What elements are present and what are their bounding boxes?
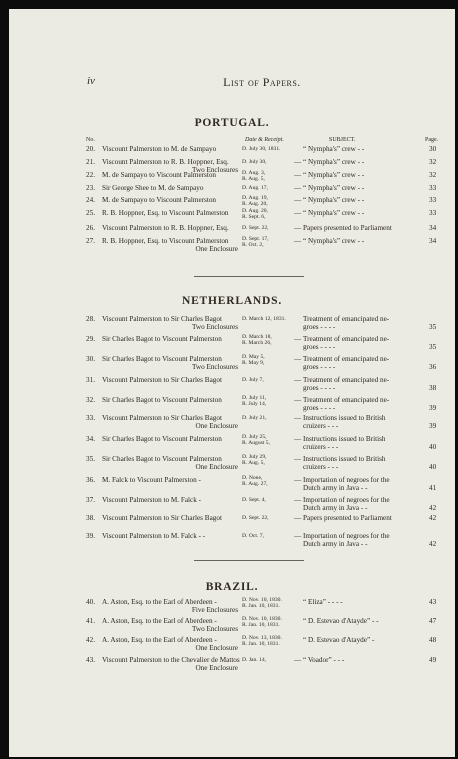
paper-subject-continued: groes - - - - — [303, 404, 336, 412]
paper-number: 22. — [86, 171, 95, 179]
paper-page: 35 — [429, 323, 437, 331]
paper-parties: R. B. Hoppner, Esq. to Viscount Palmerston — [102, 209, 229, 217]
paper-date: D. None, — [242, 475, 263, 481]
paper-page: 40 — [429, 443, 437, 451]
paper-enclosures: One Enclosure — [195, 245, 238, 253]
paper-date: D. Nov. 10, 1830. — [242, 597, 282, 603]
paper-date: D. Nov. 10, 1830. — [242, 616, 282, 622]
paper-date: D. July 30, — [242, 159, 267, 165]
paper-subject-continued: Dutch army in Java - - — [303, 540, 368, 548]
paper-number: 21. — [86, 158, 95, 166]
paper-receipt-date: R. Aug. 5, — [242, 460, 265, 466]
paper-page: 49 — [429, 656, 437, 664]
section-title: BRAZIL. — [205, 581, 259, 593]
paper-subject: Treatment of emancipated ne- — [303, 315, 390, 323]
paper-enclosures: Two Enclosures — [191, 363, 238, 371]
paper-subject: Treatment of emancipated ne- — [303, 355, 390, 363]
paper-parties: Viscount Palmerston to Sir Charles Bagot — [102, 376, 222, 384]
paper-number: 31. — [86, 376, 95, 384]
paper-page: 48 — [429, 636, 437, 644]
paper-date: D. March 12, 1831. — [242, 316, 286, 322]
paper-parties: Viscount Palmerston to Sir Charles Bagot — [102, 315, 222, 323]
paper-page: 34 — [429, 224, 437, 232]
paper-page: 47 — [429, 617, 437, 625]
paper-subject: Importation of negroes for the — [303, 532, 390, 540]
paper-receipt-date: R. Aug. 5, — [242, 176, 265, 182]
paper-parties: Sir George Shee to M. de Sampayo — [102, 184, 204, 192]
paper-subject: Instructions issued to British — [303, 414, 386, 422]
paper-date: D. Sept. 17, — [242, 236, 269, 242]
paper-subject-continued: groes - - - - — [303, 343, 336, 351]
list-item — [9, 532, 455, 554]
paper-date: D. Aug. 20, — [242, 208, 268, 214]
paper-subject: “ Nympha's” crew - - — [303, 184, 365, 192]
paper-subject: “ Nympha's” crew - - — [303, 145, 365, 153]
paper-date: D. Sept. 22, — [242, 515, 269, 521]
paper-enclosures: Five Enclosures — [191, 606, 238, 614]
list-item — [9, 656, 455, 678]
dash-separator: — — [294, 196, 302, 204]
page-number: iv — [87, 75, 95, 87]
paper-page: 33 — [429, 209, 437, 217]
paper-number: 38. — [86, 514, 95, 522]
list-item — [9, 455, 455, 477]
paper-date: D. Aug. 17, — [242, 185, 268, 191]
paper-subject: Instructions issued to British — [303, 455, 386, 463]
paper-number: 39. — [86, 532, 95, 540]
paper-number: 36. — [86, 476, 95, 484]
paper-enclosures: One Enclosure — [195, 463, 238, 471]
section-title: PORTUGAL. — [194, 117, 270, 129]
dash-separator: — — [294, 376, 302, 384]
list-item — [9, 476, 455, 498]
paper-number: 30. — [86, 355, 95, 363]
paper-date: D. March 18, — [242, 334, 272, 340]
dash-separator: — — [294, 435, 302, 443]
list-item — [9, 636, 455, 658]
paper-subject: Importation of negroes for the — [303, 476, 390, 484]
paper-date: D. July 25, — [242, 434, 267, 440]
paper-parties: Viscount Palmerston to M. Falck - - — [102, 532, 206, 540]
paper-page: 32 — [429, 158, 437, 166]
paper-receipt-date: R. March 26, — [242, 340, 272, 346]
paper-number: 29. — [86, 335, 95, 343]
paper-number: 26. — [86, 224, 95, 232]
list-item — [9, 376, 455, 398]
paper-number: 34. — [86, 435, 95, 443]
dash-separator: — — [294, 158, 302, 166]
paper-subject-continued: groes - - - - — [303, 363, 336, 371]
paper-parties: M. de Sampayo to Viscount Palmerston — [102, 171, 217, 179]
dash-separator: — — [294, 396, 302, 404]
paper-page: 43 — [429, 598, 437, 606]
paper-subject-continued: groes - - - - — [303, 384, 336, 392]
section-title: NETHERLANDS. — [181, 295, 283, 307]
paper-date: D. Aug. 19, — [242, 195, 268, 201]
paper-subject-continued: cruizers - - - — [303, 463, 339, 471]
paper-subject: “ Eliza” - - - - — [303, 598, 343, 606]
paper-date: D. July 21, — [242, 415, 267, 421]
list-item — [9, 335, 455, 357]
paper-receipt-date: R. Aug. 27, — [242, 481, 268, 487]
list-item — [9, 315, 455, 337]
paper-date: D. Nov. 13, 1830. — [242, 635, 282, 641]
column-header-date: Date & Receipt. — [245, 137, 284, 143]
paper-page: 42 — [429, 504, 437, 512]
dash-separator: — — [294, 237, 302, 245]
column-header-page: Page. — [425, 137, 439, 143]
paper-page: 39 — [429, 422, 437, 430]
paper-subject: Treatment of emancipated ne- — [303, 376, 390, 384]
paper-parties: Viscount Palmerston to Sir Charles Bagot — [102, 514, 222, 522]
paper-subject-continued: Dutch army in Java - - — [303, 484, 368, 492]
paper-date: D. July 11, — [242, 395, 267, 401]
paper-number: 40. — [86, 598, 95, 606]
paper-receipt-date: R. Oct. 2, — [242, 242, 264, 248]
paper-enclosures: Two Enclosures — [191, 625, 238, 633]
paper-parties: Sir Charles Bagot to Viscount Palmerston — [102, 355, 222, 363]
paper-date: D. July 30, 1831. — [242, 146, 281, 152]
paper-date: D. Aug. 3, — [242, 170, 266, 176]
document-page — [9, 9, 455, 757]
paper-parties: A. Aston, Esq. to the Earl of Aberdeen - — [102, 617, 217, 625]
paper-receipt-date: R. Aug. 20, — [242, 201, 268, 207]
paper-date: D. Jan. 14, — [242, 657, 267, 663]
paper-enclosures: One Enclosure — [195, 422, 238, 430]
section-divider — [194, 276, 304, 277]
paper-number: 28. — [86, 315, 95, 323]
paper-number: 35. — [86, 455, 95, 463]
paper-parties: Sir Charles Bagot to Viscount Palmerston — [102, 455, 222, 463]
paper-page: 30 — [429, 145, 437, 153]
paper-parties: R. B. Hoppner, Esq. to Viscount Palmerston — [102, 237, 229, 245]
list-item — [9, 355, 455, 377]
paper-subject: Instructions issued to British — [303, 435, 386, 443]
paper-page: 40 — [429, 463, 437, 471]
paper-subject-continued: Dutch army in Java - - — [303, 504, 368, 512]
paper-parties: Viscount Palmerston to R. B. Hoppner, Esq. — [102, 158, 229, 166]
paper-enclosures: One Enclosure — [195, 644, 238, 652]
paper-receipt-date: R. Jan. 10, 1831. — [242, 622, 280, 628]
paper-subject: “ Nympha's” crew - - — [303, 237, 365, 245]
paper-number: 20. — [86, 145, 95, 153]
dash-separator: — — [294, 532, 302, 540]
paper-receipt-date: R. August 5, — [242, 440, 270, 446]
paper-subject: Treatment of emancipated ne- — [303, 335, 390, 343]
paper-parties: Viscount Palmerston to M. Falck - — [102, 496, 201, 504]
paper-subject: “ Nympha's” crew - - — [303, 158, 365, 166]
paper-subject: “ D. Estevao d'Atayde” - - — [303, 617, 379, 625]
paper-parties: A. Aston, Esq. to the Earl of Aberdeen - — [102, 636, 217, 644]
paper-parties: Viscount Palmerston to M. de Sampayo — [102, 145, 217, 153]
paper-parties: Viscount Palmerston to the Chevalier de Mattos — [102, 656, 240, 664]
paper-subject: Importation of negroes for the — [303, 496, 390, 504]
list-item — [9, 237, 455, 259]
paper-date: D. May 5, — [242, 354, 265, 360]
dash-separator: — — [294, 496, 302, 504]
paper-parties: M. de Sampayo to Viscount Palmerston — [102, 196, 217, 204]
paper-subject: Papers presented to Parliament — [303, 514, 392, 522]
paper-date: D. Oct. 7, — [242, 533, 264, 539]
paper-enclosures: One Enclosure — [195, 664, 238, 672]
paper-page: 41 — [429, 484, 437, 492]
dash-separator: — — [294, 656, 302, 664]
paper-page: 42 — [429, 514, 437, 522]
paper-parties: A. Aston, Esq. to the Earl of Aberdeen - — [102, 598, 217, 606]
running-title: List of Papers. — [223, 75, 301, 89]
paper-number: 23. — [86, 184, 95, 192]
paper-page: 38 — [429, 384, 437, 392]
dash-separator: — — [294, 171, 302, 179]
paper-number: 32. — [86, 396, 95, 404]
paper-number: 27. — [86, 237, 95, 245]
paper-page: 39 — [429, 404, 437, 412]
dash-separator: — — [294, 355, 302, 363]
paper-subject: “ D. Estevao d'Atayde” - — [303, 636, 375, 644]
paper-subject: “ Nympha's” crew - - — [303, 209, 365, 217]
paper-receipt-date: R. Jan. 10, 1831. — [242, 641, 280, 647]
paper-parties: Viscount Palmerston to R. B. Hoppner, Esq. — [102, 224, 229, 232]
paper-page: 42 — [429, 540, 437, 548]
section-divider — [194, 560, 304, 561]
list-item — [9, 435, 455, 457]
paper-number: 42. — [86, 636, 95, 644]
paper-page: 36 — [429, 363, 437, 371]
paper-date: D. July 7, — [242, 377, 264, 383]
paper-subject-continued: cruizers - - - — [303, 443, 339, 451]
paper-receipt-date: R. May 9, — [242, 360, 265, 366]
paper-parties: Viscount Palmerston to Sir Charles Bagot — [102, 414, 222, 422]
dash-separator: — — [294, 335, 302, 343]
paper-parties: Sir Charles Bagot to Viscount Palmerston — [102, 435, 222, 443]
paper-enclosures: Two Enclosures — [191, 166, 238, 174]
paper-date: D. Sept. 22, — [242, 225, 269, 231]
paper-page: 32 — [429, 171, 437, 179]
paper-subject: “ Nympha's” crew - - — [303, 196, 365, 204]
paper-page: 34 — [429, 237, 437, 245]
paper-number: 24. — [86, 196, 95, 204]
dash-separator: — — [294, 184, 302, 192]
dash-separator: — — [294, 476, 302, 484]
dash-separator: — — [294, 455, 302, 463]
paper-subject: Papers presented to Parliament — [303, 224, 392, 232]
paper-number: 41. — [86, 617, 95, 625]
paper-date: D. July 29, — [242, 454, 267, 460]
paper-subject: “ Voador” - - - — [303, 656, 345, 664]
paper-receipt-date: R. Sept. 6, — [242, 214, 266, 220]
paper-number: 43. — [86, 656, 95, 664]
paper-receipt-date: R. July 14, — [242, 401, 267, 407]
dash-separator: — — [294, 209, 302, 217]
paper-page: 35 — [429, 343, 437, 351]
paper-page: 33 — [429, 196, 437, 204]
dash-separator: — — [294, 514, 302, 522]
paper-parties: M. Falck to Viscount Palmerston - — [102, 476, 201, 484]
paper-subject: Treatment of emancipated ne- — [303, 396, 390, 404]
dash-separator: — — [294, 414, 302, 422]
paper-page: 33 — [429, 184, 437, 192]
paper-number: 33. — [86, 414, 95, 422]
paper-subject-continued: groes - - - - — [303, 323, 336, 331]
paper-number: 25. — [86, 209, 95, 217]
column-header-no: No. — [86, 137, 95, 143]
paper-date: D. Sept. 4, — [242, 497, 266, 503]
dash-separator: — — [294, 224, 302, 232]
column-header-subject: SUBJECT. — [329, 137, 356, 143]
paper-enclosures: Two Enclosures — [191, 323, 238, 331]
list-item — [9, 414, 455, 436]
paper-parties: Sir Charles Bagot to Viscount Palmerston — [102, 396, 222, 404]
paper-parties: Sir Charles Bagot to Viscount Palmerston — [102, 335, 222, 343]
paper-number: 37. — [86, 496, 95, 504]
paper-receipt-date: R. Jan. 10, 1831. — [242, 603, 280, 609]
paper-subject-continued: cruizers - - - — [303, 422, 339, 430]
paper-subject: “ Nympha's” crew - - — [303, 171, 365, 179]
